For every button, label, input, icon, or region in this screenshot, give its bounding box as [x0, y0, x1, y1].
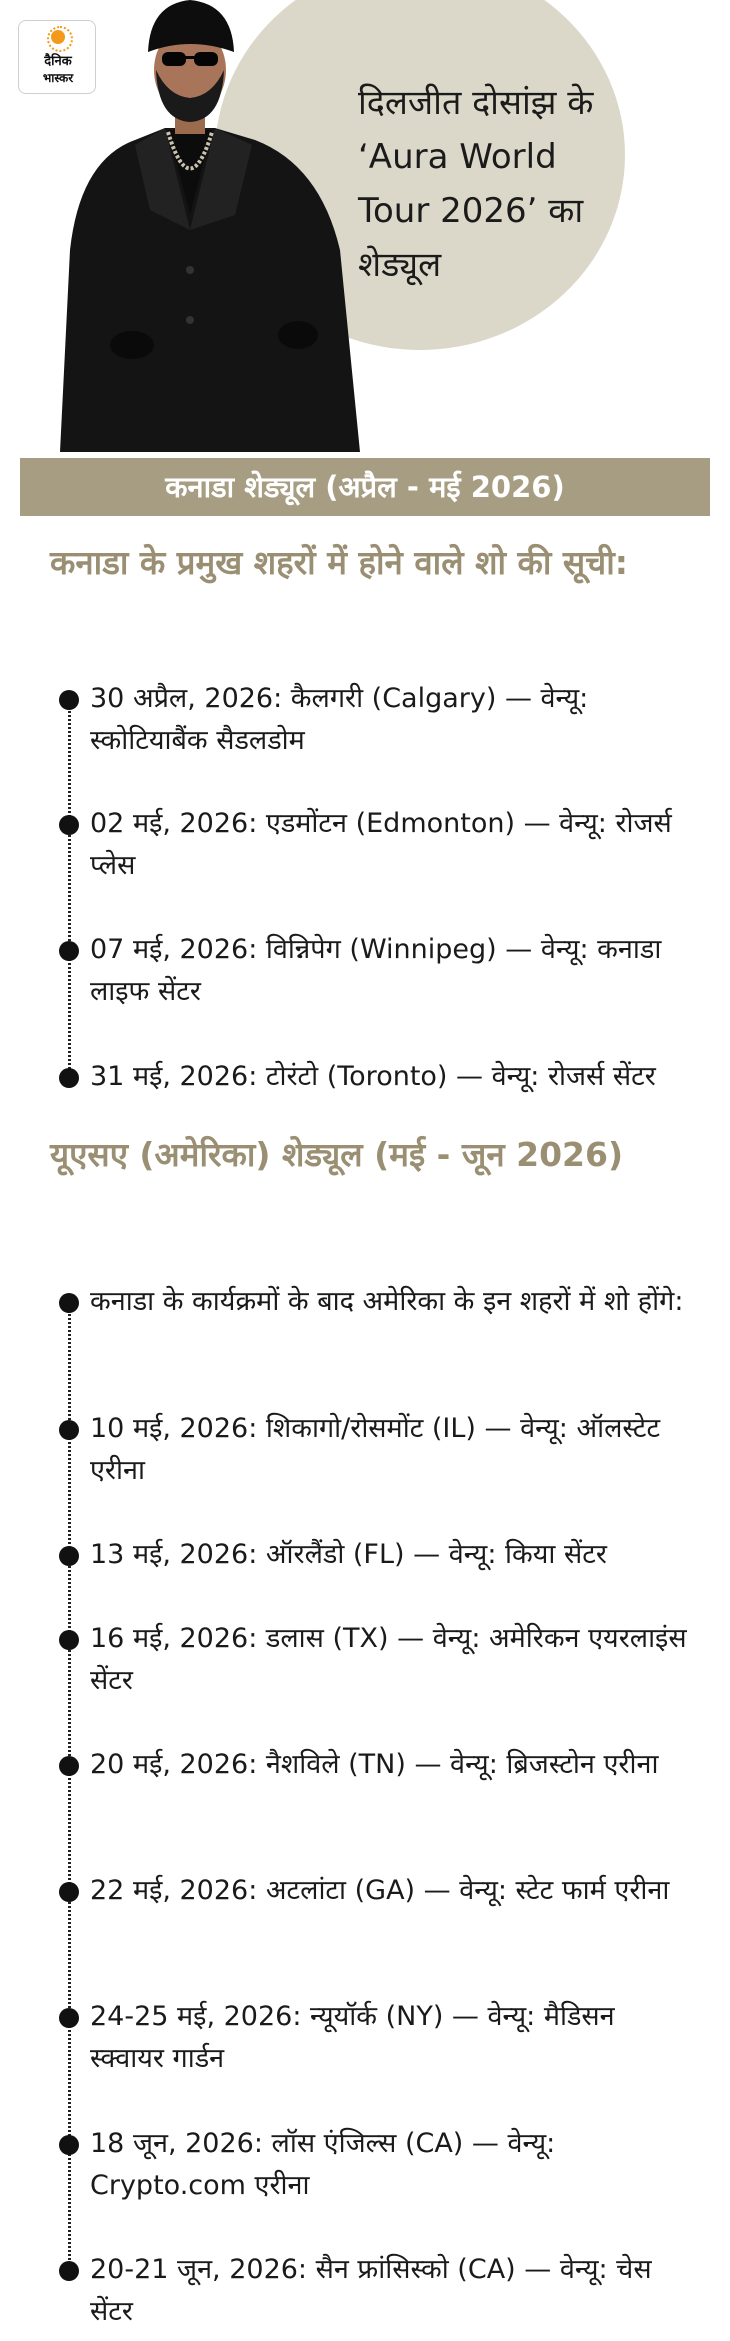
dainik-bhaskar-logo — [18, 20, 96, 94]
list-item: 31 मई, 2026: टोरंटो (Toronto) — वेन्यू: रोजर्स सेंटर — [90, 1061, 656, 1092]
timeline-dot — [59, 1546, 79, 1566]
list-item: 10 मई, 2026: शिकागो/रोसमोंट (IL) — वेन्यू: ऑलस्टेट एरीना — [90, 1413, 661, 1486]
list-item: 20 मई, 2026: नैशविले (TN) — वेन्यू: ब्रिजस्टोन एरीना — [90, 1749, 659, 1780]
timeline-dot — [59, 2261, 79, 2281]
logo-line-2: भास्कर — [42, 71, 74, 85]
list-item: 02 मई, 2026: एडमोंटन (Edmonton) — वेन्यू: रोजर्स प्लेस — [90, 808, 672, 881]
usa-timeline-line — [68, 1298, 71, 2271]
list-item: 30 अप्रैल, 2026: कैलगरी (Calgary) — वेन्यू: स्कोटियाबैंक सैडलडोम — [90, 683, 589, 756]
timeline-dot — [59, 690, 79, 710]
list-item: 13 मई, 2026: ऑरलैंडो (FL) — वेन्यू: किया सेंटर — [90, 1539, 607, 1570]
timeline-dot — [59, 1882, 79, 1902]
timeline-dot — [59, 1630, 79, 1650]
timeline-dot — [59, 1756, 79, 1776]
logo-line-1: दैनिक — [44, 54, 72, 69]
list-item: 22 मई, 2026: अटलांटा (GA) — वेन्यू: स्टेट फार्म एरीना — [90, 1875, 670, 1906]
canada-timeline-line — [68, 695, 71, 1080]
list-item: 18 जून, 2026: लॉस एंजिल्स (CA) — वेन्यू: Crypto.com एरीना — [90, 2128, 556, 2201]
timeline-dot — [59, 1420, 79, 1440]
timeline-dot — [59, 2008, 79, 2028]
hero-header — [0, 0, 730, 452]
sun-icon — [51, 30, 65, 44]
list-item: कनाडा के कार्यक्रमों के बाद अमेरिका के इन शहरों में शो होंगे: — [90, 1286, 684, 1317]
page-title: दिलजीत दोसांझ के ‘Aura World Tour 2026’ का शेड्यूल — [358, 83, 594, 285]
list-item: 24-25 मई, 2026: न्यूयॉर्क (NY) — वेन्यू: मैडिसन स्क्वायर गार्डन — [90, 2001, 615, 2074]
usa-section-heading: यूएसए (अमेरिका) शेड्यूल (मई - जून 2026) — [50, 1135, 624, 1174]
timeline-dot — [59, 2135, 79, 2155]
canada-section-heading: कनाडा के प्रमुख शहरों में होने वाले शो की सूची: — [50, 543, 628, 582]
timeline-dot — [59, 1068, 79, 1088]
list-item: 07 मई, 2026: विन्निपेग (Winnipeg) — वेन्यू: कनाडा लाइफ सेंटर — [90, 934, 662, 1007]
timeline-dot — [59, 815, 79, 835]
list-item: 20-21 जून, 2026: सैन फ्रांसिस्को (CA) — वेन्यू: चेस सेंटर — [90, 2254, 652, 2327]
canada-schedule-banner: कनाडा शेड्यूल (अप्रैल - मई 2026) — [20, 458, 710, 516]
timeline-dot — [59, 1293, 79, 1313]
timeline-dot — [59, 941, 79, 961]
list-item: 16 मई, 2026: डलास (TX) — वेन्यू: अमेरिकन एयरलाइंस सेंटर — [90, 1623, 687, 1696]
